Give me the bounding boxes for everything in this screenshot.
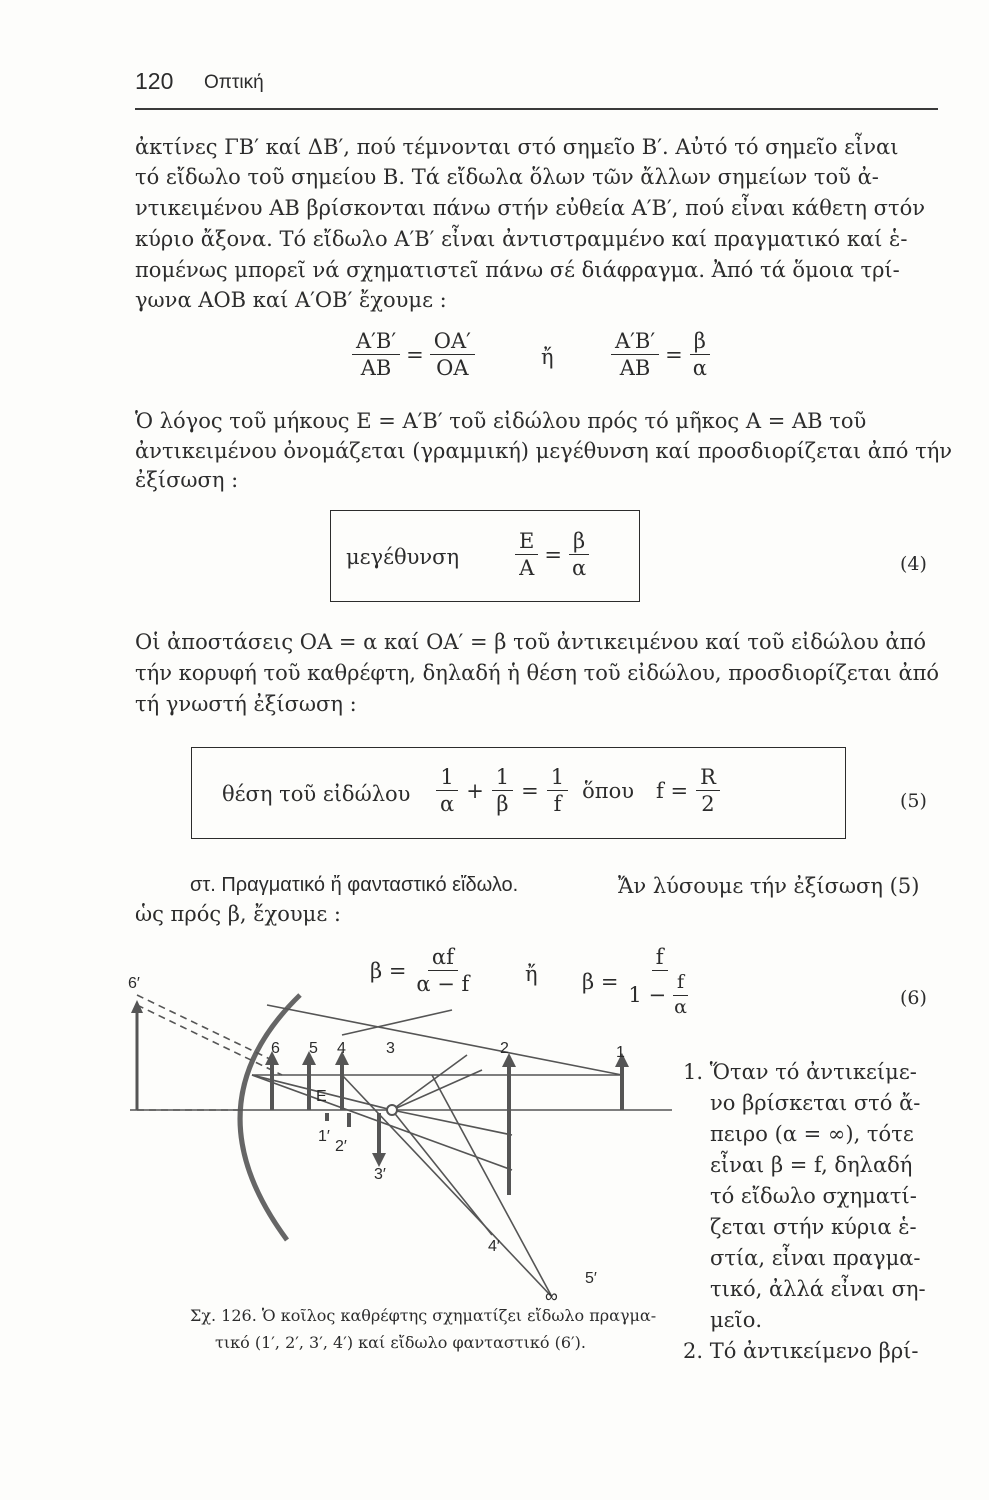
ratio-equation	[352, 330, 475, 379]
fraction	[352, 330, 400, 379]
para1-line6: γωνα ΑΟΒ καί Α′ΟΒ′ ἔχουμε :	[135, 288, 447, 312]
denominator: f	[553, 792, 562, 817]
figure-caption-line2: τικό (1′, 2′, 3′, 4′) καί εἴδωλο φανταστικό (6′).	[215, 1333, 586, 1352]
equals-sign: =	[521, 778, 539, 803]
ray	[392, 1070, 482, 1110]
or-word: ἤ	[541, 345, 554, 369]
label-6-prime: 6′	[128, 975, 140, 992]
denominator: ΑΒ	[619, 356, 651, 381]
fraction	[492, 766, 513, 815]
equation-number-6: (6)	[900, 987, 927, 1009]
section-line1-rest: Ἄν λύσουμε τήν ἐξίσωση (5)	[618, 874, 920, 898]
focal-equals: f =	[656, 778, 689, 803]
label-1: 1	[616, 1044, 625, 1061]
right-col-line3: πειρο (α = ∞), τότε	[710, 1122, 914, 1146]
right-col-line10: 2. Τό ἀντικείμενο βρί-	[683, 1339, 919, 1363]
image-position-label: θέση τοῦ εἰδώλου	[222, 782, 411, 806]
para2-line2: ἀντικειμένου ὀνομάζεται (γραμμική) μεγέθυνση καί προσδιορίζεται ἀπό τήν	[135, 439, 953, 463]
concave-mirror-diagram	[112, 965, 677, 1305]
beta-equals: β =	[582, 969, 619, 994]
equation-4	[515, 530, 590, 579]
para3-line3: τή γνωστή ἐξίσωση :	[135, 692, 357, 716]
numerator: ΟΑ′	[430, 330, 475, 355]
numerator: f	[673, 973, 688, 996]
numerator: 1	[492, 766, 513, 791]
denominator: α − f	[416, 972, 470, 997]
numerator: β	[690, 330, 710, 355]
right-col-line7: στία, εἶναι πραγμα-	[710, 1246, 921, 1270]
fraction	[611, 330, 659, 379]
label-3: 3	[386, 1040, 395, 1057]
denominator: α	[692, 356, 707, 381]
page-number: 120	[135, 68, 174, 94]
numerator: αf	[428, 946, 458, 971]
right-col-line2: νο βρίσκεται στό ἄ-	[710, 1091, 921, 1115]
or-word: ἤ	[525, 962, 538, 986]
fraction	[689, 330, 711, 379]
fraction	[696, 766, 720, 815]
label-4-prime: 4′	[488, 1238, 500, 1255]
para2-line3: ἐξίσωση :	[135, 468, 239, 492]
label-1-prime: 1′	[318, 1128, 330, 1145]
equals-sign: =	[544, 542, 562, 567]
para3-line1: Οἱ ἀποστάσεις ΟΑ = α καί ΟΑ′ = β τοῦ ἀντικειμένου καί τοῦ εἰδώλου ἀπό	[135, 630, 927, 654]
ray	[392, 1110, 492, 1235]
right-col-line8: τικό, ἀλλά εἶναι ση-	[710, 1277, 926, 1301]
label-3-prime: 3′	[374, 1166, 386, 1183]
para1-line1: ἀκτίνες ΓΒ′ καί ΔΒ′, πού τέμνονται στό σημεῖο Β′. Αὐτό τό σημεῖο εἶναι	[135, 135, 899, 159]
numerator: 1	[436, 766, 457, 791]
denominator: β	[496, 792, 509, 817]
equals-sign: =	[665, 342, 683, 367]
ray	[267, 1005, 622, 1075]
fraction	[568, 530, 590, 579]
denominator: α	[674, 995, 687, 1018]
denominator: ΑΒ	[360, 356, 392, 381]
label-4: 4	[337, 1040, 346, 1057]
ratio-equation-alt	[611, 330, 711, 379]
equals-sign: =	[406, 342, 424, 367]
label-5: 5	[309, 1040, 318, 1057]
denominator: Α	[519, 556, 535, 581]
denominator: α	[571, 556, 587, 581]
one-minus: 1 −	[628, 983, 667, 1008]
label-5-prime: 5′	[585, 1270, 597, 1287]
fraction	[436, 766, 458, 815]
label-2-prime: 2′	[335, 1138, 347, 1155]
fraction	[547, 766, 568, 815]
magnification-label: μεγέθυνση	[346, 545, 460, 569]
numerator: Α′Β′	[352, 330, 400, 355]
fraction	[430, 330, 475, 379]
numerator: R	[696, 766, 720, 791]
figure-caption-line1: Σχ. 126. Ὁ κοῖλος καθρέφτης σχηματίζει εἴδωλο πραγμα-	[190, 1306, 657, 1325]
numerator: Α′Β′	[611, 330, 659, 355]
denominator: 2	[701, 792, 715, 817]
para1-line3: ντικειμένου ΑΒ βρίσκονται πάνω στήν εὐθεία Α′Β′, πού εἶναι κάθετη στόν	[135, 196, 925, 220]
para1-line5: πομένως μπορεῖ νά σχηματιστεῖ πάνω σέ διάφραγμα. Ἀπό τά ὅμοια τρί-	[135, 258, 900, 282]
ray	[432, 1075, 552, 1297]
header-rule	[135, 108, 938, 110]
section-line2: ὡς πρός β, ἔχουμε :	[135, 902, 341, 926]
para1-line2: τό εἴδωλο τοῦ σημείου Β. Τά εἴδωλα ὅλων τῶν ἄλλων σημείων τοῦ ἀ-	[135, 165, 879, 189]
denominator: α	[440, 792, 455, 817]
mirror-center-point	[387, 1105, 397, 1115]
section-heading: στ. Πραγματικό ἤ φανταστικό εἴδωλο.	[190, 874, 519, 896]
fraction	[515, 530, 538, 579]
denominator: ΟΑ	[436, 356, 469, 381]
ray	[342, 1075, 552, 1297]
numerator: f	[652, 946, 668, 971]
right-col-line9: μεῖο.	[710, 1308, 763, 1332]
equation-number-5: (5)	[900, 790, 927, 812]
label-E: Ε	[316, 1088, 327, 1105]
virtual-ray	[137, 995, 272, 1060]
virtual-ray	[137, 1005, 282, 1075]
where-word: ὅπου	[582, 778, 635, 803]
numerator: Ε	[515, 530, 538, 555]
numerator: 1	[547, 766, 568, 791]
infinity-symbol: ∞	[545, 1286, 558, 1306]
chapter-title: Οπτική	[204, 72, 264, 93]
right-col-line4: εἶναι β = f, δηλαδή	[710, 1153, 913, 1177]
para3-line2: τήν κορυφή τοῦ καθρέφτη, δηλαδή ἡ θέση τοῦ εἰδώλου, προσδιορίζεται ἀπό	[135, 661, 940, 685]
right-col-line1: 1. Ὅταν τό ἀντικείμε-	[683, 1060, 917, 1084]
numerator: β	[569, 530, 589, 555]
equation-number-4: (4)	[900, 553, 927, 575]
beta-equals: β =	[370, 958, 407, 983]
image-arrow-head-3	[372, 1153, 386, 1167]
para1-line4: κύριο ἄξονα. Τό εἴδωλο Α′Β′ εἶναι ἀντιστραμμένο καί πραγματικό καί ἑ-	[135, 227, 908, 251]
right-col-line6: ζεται στήν κύρια ἑ-	[710, 1215, 917, 1239]
label-2: 2	[500, 1040, 509, 1057]
right-col-line5: τό εἴδωλο σχηματί-	[710, 1184, 917, 1208]
concave-mirror	[240, 995, 300, 1240]
equation-5	[436, 766, 720, 815]
plus-sign: +	[466, 778, 484, 803]
para2-line1: Ὁ λόγος τοῦ μήκους Ε = Α′Β′ τοῦ εἰδώλου πρός τό μῆκος Α = ΑΒ τοῦ	[135, 409, 867, 433]
label-6: 6	[271, 1040, 280, 1057]
